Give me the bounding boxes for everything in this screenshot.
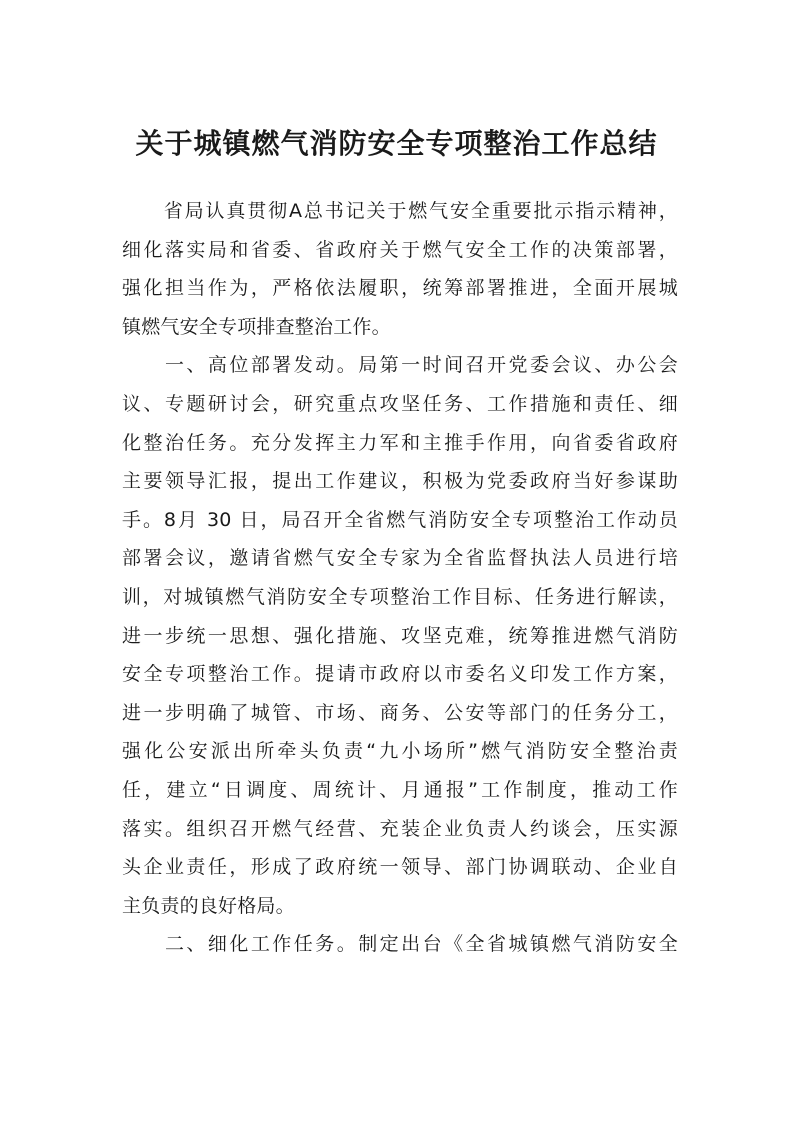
paragraph-line: 强化公安派出所牵头负责“九小场所”燃气消防安全整治责 xyxy=(122,740,678,763)
document-title: 关于城镇燃气消防安全专项整治工作总结 xyxy=(135,127,658,160)
paragraph-line: 二、细化工作任务。制定出台《全省城镇燃气消防安全 xyxy=(122,933,678,956)
paragraph-line: 省局认真贯彻A总书记关于燃气安全重要批示指示精神， xyxy=(122,200,678,222)
paragraph-intro xyxy=(122,192,678,346)
paragraph-section-two xyxy=(122,925,678,964)
paragraph-line: 主要领导汇报，提出工作建议，积极为党委政府当好参谋助 xyxy=(122,470,678,493)
paragraph-line: 一、高位部署发动。局第一时间召开党委会议、办公会 xyxy=(122,354,678,377)
paragraph-line: 细化落实局和省委、省政府关于燃气安全工作的决策部署， xyxy=(122,238,678,261)
paragraph-section-one xyxy=(122,346,678,925)
paragraph-line: 落实。组织召开燃气经营、充装企业负责人约谈会，压实源 xyxy=(122,817,678,840)
paragraph-line: 主负责的良好格局。 xyxy=(122,894,295,917)
paragraph-line: 安全专项整治工作。提请市政府以市委名义印发工作方案， xyxy=(122,663,678,686)
paragraph-line: 进一步明确了城管、市场、商务、公安等部门的任务分工， xyxy=(122,701,678,724)
paragraph-line: 化整治任务。充分发挥主力军和主推手作用，向省委省政府 xyxy=(122,431,678,454)
paragraph-line: 强化担当作为，严格依法履职，统筹部署推进，全面开展城 xyxy=(122,277,678,300)
paragraph-line: 任，建立“日调度、周统计、月通报”工作制度，推动工作 xyxy=(122,778,678,801)
paragraph-line: 镇燃气安全专项排查整治工作。 xyxy=(122,315,391,338)
paragraph-line: 训，对城镇燃气消防安全专项整治工作目标、任务进行解读， xyxy=(122,585,678,608)
paragraph-line: 议、专题研讨会，研究重点攻坚任务、工作措施和责任、细 xyxy=(122,392,678,415)
paragraph-line: 进一步统一思想、强化措施、攻坚克难，统筹推进燃气消防 xyxy=(122,624,678,647)
paragraph-line: 手。8月 30 日，局召开全省燃气消防安全专项整治工作动员 xyxy=(122,508,678,531)
document-body xyxy=(122,192,678,964)
paragraph-line: 部署会议，邀请省燃气安全专家为全省监督执法人员进行培 xyxy=(122,547,678,570)
paragraph-line: 头企业责任，形成了政府统一领导、部门协调联动、企业自 xyxy=(122,856,678,879)
